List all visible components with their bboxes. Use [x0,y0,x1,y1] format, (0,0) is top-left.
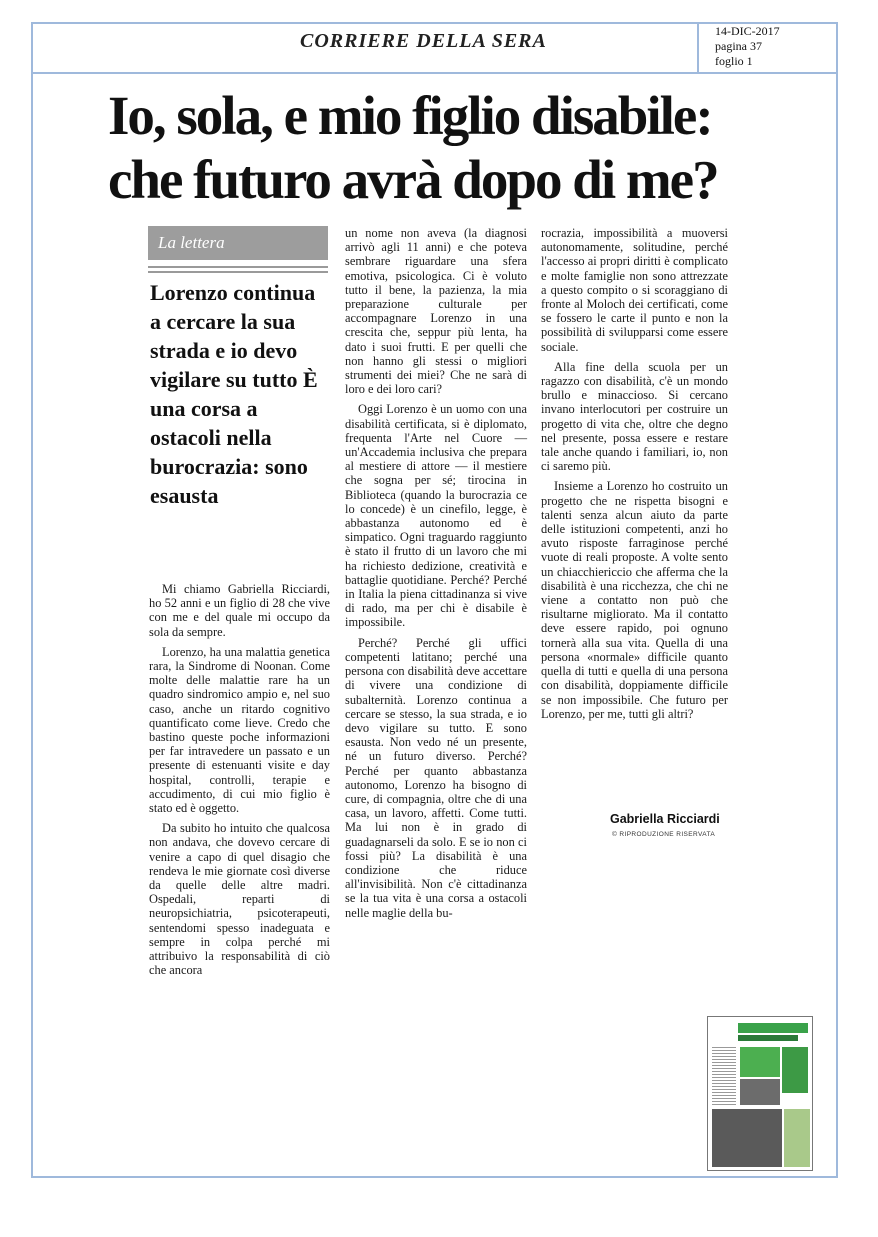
paragraph: Insieme a Lorenzo ho costruito un progetto che ne rispetta bisogni e talenti senza alcun aiuto da parte delle istituzioni competenti, anzi ho avuto risposte farraginose perché vuote di reali proposte. A volte sento un chiacchiericcio che afferma che la disabilità è una ricchezza, che chi ne viene a contatto non può che risultarne migliorato. Ma il contatto deve essere rapido, poi ognuno tornerà alla sua vita. Quella di una persona «normale» difficile quanto quella di tutti e quella di una persona con disabilità, doppiamente difficile se non impossibile. Che futuro per Lorenzo, per me, tutti gli altri? [541,479,728,721]
paragraph: Oggi Lorenzo è un uomo con una disabilità certificata, si è diplomato, frequenta l'Arte nel Cuore — un'Accademia inclusiva che prepara al mestiere di attore — il mestiere che sogna per sé; tirocina in Biblioteca (quando la burocrazia ce lo concede) è un cinefilo, legge, è abbastanza autonomo ed è simpatico. Ogni traguardo raggiunto è stato il frutto di un lavoro che mi ha richiesto dedizione, creatività e battaglie quotidiane. Perché? Perché in Italia la piena cittadinanza si vive di rado, ma per chi è disabile è impossibile. [345,402,527,630]
kicker-rule [148,266,328,268]
article-column-1 [149,582,330,983]
paragraph: un nome non aveva (la diagnosi arrivò agli 11 anni) e che poteva sembrare riguardare una sfera emotiva, psicologica. Ci è voluto tutto il bene, la pazienza, la mia preparazione culturale per accompagnare Lorenzo in una crescita che, seppur più lenta, ha dato i suoi frutti. E per quelli che non hanno gli stessi o migliori strumenti dei miei? Che ne sarà di loro e dei loro cari? [345,226,527,397]
article-column-3 [541,226,728,727]
thumbnail-ad [784,1109,810,1167]
thumbnail-subhead-block [738,1035,798,1041]
clipping-sheet: foglio 1 [715,54,753,68]
paragraph: Perché? Perché gli uffici competenti latitano; perché una persona con disabilità deve accettare di vivere una condizione di subalternità. Lorenzo continua a cercare se stesso, la sua strada, e io devo vigilare su tutto. E sono esausta. Non vedo né un presente, né un futuro diverso. Perché? Perché per quanto abbastanza autonomo, Lorenzo ha bisogno di cure, di compagnia, oltre che di una casa, un lavoro, affetti. Come tutti. Ma lui non è in grado di guadagnarseli da solo. E se io non ci fossi più? La disabilità è una condizione che riduce all'invisibilità. Non c'è cittadinanza se la tua vita è una corsa a ostacoli nelle maglie della bu- [345,635,527,920]
rights-notice: © RIPRODUZIONE RISERVATA [612,831,716,838]
clipping-page: pagina 37 [715,39,762,53]
clipping-meta [715,24,780,69]
thumbnail-green-panel [782,1047,808,1093]
thumbnail-photo [712,1109,782,1167]
article-summary: Lorenzo continua a cercare la sua strada e io devo vigilare su tutto È una corsa a ostacoli nella burocrazia: sono esausta [150,280,318,508]
kicker-box [148,226,328,260]
newspaper-masthead: CORRIERE DELLA SERA [300,30,547,52]
kicker-rule [148,271,328,273]
headline-line-2: che futuro avrà dopo di me? [108,149,718,210]
paragraph: rocrazia, impossibilità a muoversi autonomamente, solitudine, perché l'accesso ai propri diritti è complicato e molte famiglie non sono attrezzate a questo compito o si scoraggiano di fronte al Moloch dei certificati, come se fossero le carte il punto e non la possibilità di svilupparsi come essere sociale. [541,226,728,354]
thumbnail-green-panel [740,1047,780,1077]
thumbnail-headline-block [738,1023,808,1033]
paragraph: Da subito ho intuito che qualcosa non andava, che dovevo cercare di venire a capo di quel disagio che rendeva le mie giornate così diverse da quelle delle altre madri. Ospedali, reparti di neuropsichiatria, psicoterapeuti, sentendomi spesso inadeguata e sempre in colpa perché mi attribuivo la responsabilità di ciò che ancora [149,821,330,978]
paragraph: Lorenzo, ha una malattia genetica rara, la Sindrome di Noonan. Come molte delle malattie rare ha un quadro sindromico ampio e, nel suo caso, anche un ritardo cognitivo quantificato come lieve. Credo che bastino queste poche informazioni per far intravedere un passato e un presente di estenuanti visite e day hospital, controlli, terapie e accudimento, di cui mio figlio è stato ed è oggetto. [149,644,330,816]
paragraph: Mi chiamo Gabriella Ricciardi, ho 52 anni e un figlio di 28 che vive con me e del quale mi occupo da sola da sempre. [149,582,330,639]
headline-line-1: Io, sola, e mio figlio disabile: [108,85,712,146]
paragraph: Alla fine della scuola per un ragazzo con disabilità, c'è un mondo brullo e minaccioso. Si cercano invano interlocutori per costruire un progetto di vita che, oltre che degno nel presente, possa essere e restare tale anche quando i familiari, io, non ci saremo più. [541,359,728,474]
article-headline [108,84,788,212]
masthead-divider [697,22,699,74]
page-thumbnail [707,1016,813,1171]
author-signature: Gabriella Ricciardi [610,812,720,826]
thumbnail-text-block [712,1047,736,1107]
clipping-date: 14-DIC-2017 [715,24,780,38]
kicker-label: La lettera [158,233,225,252]
article-column-2 [345,226,527,926]
thumbnail-photo [740,1079,780,1105]
